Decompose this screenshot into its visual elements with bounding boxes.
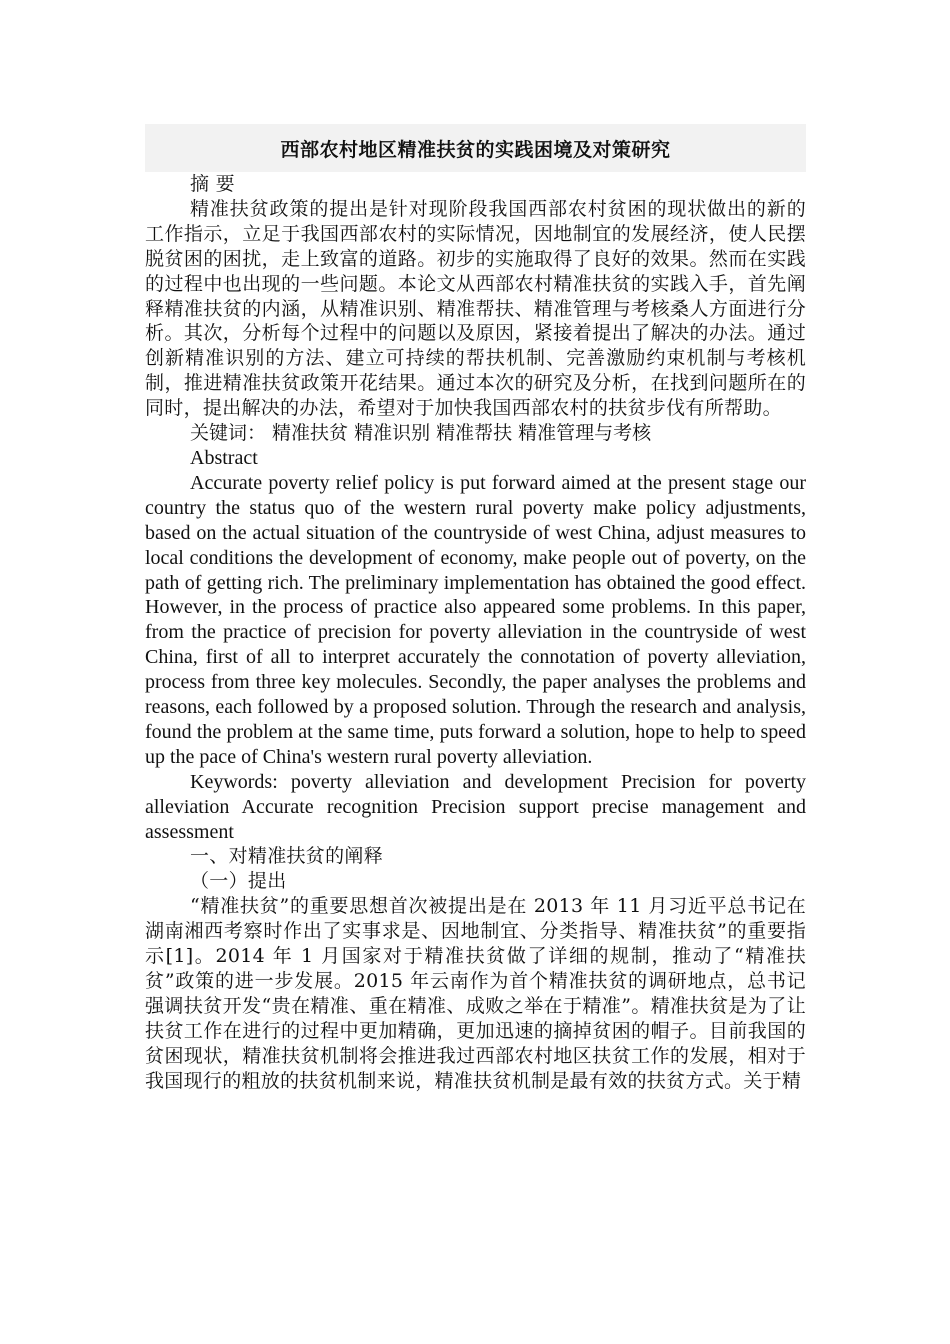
abstract-en-keywords: Keywords: poverty alleviation and development Precision for poverty alleviation Accurate recognition Precision support precise management and assessment (145, 770, 806, 843)
abstract-cn-body: 精准扶贫政策的提出是针对现阶段我国西部农村贫困的现状做出的新的工作指示，立足于我国西部农村的实际情况，因地制宜的发展经济，使人民摆脱贫困的困扰，走上致富的道路。初步的实施取得了良好的效果。然而在实践的过程中也出现的一些问题。本论文从西部农村精准扶贫的实践入手，首先阐释精准扶贫的内涵，从精准识别、精准帮扶、精准管理与考核桑人方面进行分析。其次，分析每个过程中的问题以及原因，紧接着提出了解决的办法。通过创新精准识别的方法、建立可持续的帮扶机制、完善激励约束机制与考核机制，推进精准扶贫政策开花结果。通过本次的研究及分析，在找到问题所在的同时，提出解决的办法，希望对于加快我国西部农村的扶贫步伐有所帮助。 (145, 197, 806, 420)
abstract-en-body: Accurate poverty relief policy is put forward aimed at the present stage our country the status quo of the western rural poverty make policy adjustments, based on the actual situation of the countryside of west China, adjust measures to local conditions the development of economy, make people out of poverty, on the path of getting rich. The preliminary implementation has obtained the good effect. However, in the process of practice also appeared some problems. In this paper, from the practice of precision for poverty alleviation in the countryside of west China, first of all to interpret accurately the connotation of poverty alleviation, process from three key molecules. Secondly, the paper analyses the problems and reasons, each followed by a proposed solution. Through the research and analysis, found the problem at the same time, puts forward a solution, hope to help to speed up the pace of China's western rural poverty alleviation. (145, 471, 806, 768)
abstract-cn-keywords: 关键词： 精准扶贫 精准识别 精准帮扶 精准管理与考核 (190, 422, 652, 445)
section-body: “精准扶贫”的重要思想首次被提出是在 2013 年 11 月习近平总书记在湖南湘西考察时作出了实事求是、因地制宜、分类指导、精准扶贫”的重要指示[1]。2014 年 1 月国家对于精准扶贫做了详细的规制，推动了“精准扶贫”政策的进一步发展。2015 年云南作为首个精准扶贫的调研地点，总书记强调扶贫开发“贵在精准、重在精准、成败之举在于精准”。精准扶贫是为了让扶贫工作在进行的过程中更加精确，更加迅速的摘掉贫困的帽子。目前我国的贫困现状，精准扶贫机制将会推进我过西部农村地区扶贫工作的发展，相对于我国现行的粗放的扶贫机制来说，精准扶贫机制是最有效的扶贫方式。关于精 (145, 895, 806, 1092)
abstract-en-heading: Abstract (190, 446, 258, 469)
document-body (145, 124, 806, 1094)
page-title: 西部农村地区精准扶贫的实践困境及对策研究 (145, 124, 806, 172)
section-subheading: （一）提出 (190, 870, 287, 893)
section-heading: 一、对精准扶贫的阐释 (190, 845, 384, 868)
abstract-cn-heading: 摘 要 (190, 173, 235, 195)
